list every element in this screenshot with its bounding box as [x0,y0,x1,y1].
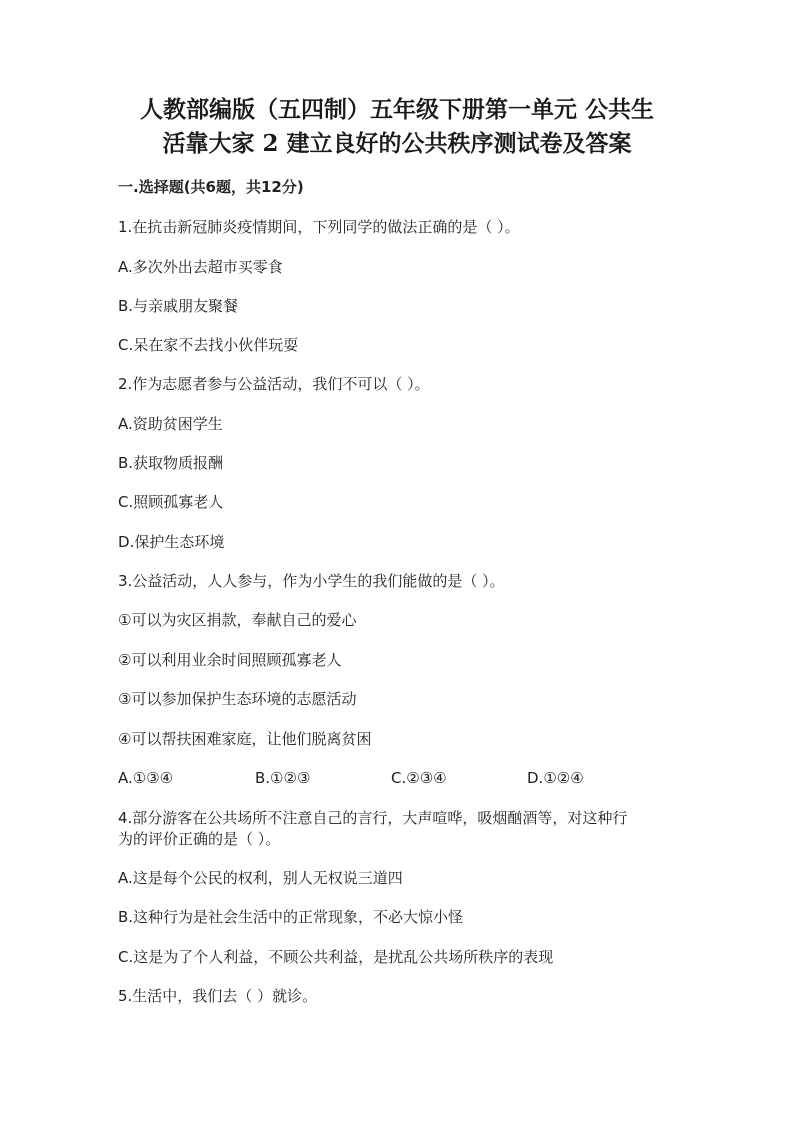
question-2-stem: 2.作为志愿者参与公益活动，我们不可以（ ）。 [118,375,430,393]
question-3-option-c: C.②③④ [391,769,447,787]
question-3-statement-3: ③可以参加保护生态环境的志愿活动 [118,690,357,708]
question-3-statement-1: ①可以为灾区捐款，奉献自己的爱心 [118,611,357,629]
question-3-option-b: B.①②③ [255,769,311,787]
question-4-option-c: C.这是为了个人利益，不顾公共利益，是扰乱公共场所秩序的表现 [118,948,554,966]
question-2-option-d: D.保护生态环境 [118,533,225,551]
question-4-stem-line-2: 为的评价正确的是（ ）。 [118,830,281,848]
question-4-stem-line-1: 4.部分游客在公共场所不注意自己的言行，大声喧哗，吸烟酗酒等，对这种行 [118,809,628,827]
question-1-option-a: A.多次外出去超市买零食 [118,258,283,276]
section-heading: 一.选择题(共6题，共12分) [118,178,304,196]
question-5-stem: 5.生活中，我们去（ ）就诊。 [118,987,318,1005]
question-2-option-b: B.获取物质报酬 [118,454,224,472]
question-3-option-a: A.①③④ [118,769,174,787]
question-2-option-a: A.资助贫困学生 [118,415,223,433]
question-3-statement-4: ④可以帮扶困难家庭，让他们脱离贫困 [118,730,372,748]
question-1-option-c: C.呆在家不去找小伙伴玩耍 [118,336,299,354]
question-2-option-c: C.照顾孤寡老人 [118,493,224,511]
question-4-option-a: A.这是每个公民的权利，别人无权说三道四 [118,869,403,887]
question-1-stem: 1.在抗击新冠肺炎疫情期间，下列同学的做法正确的是（ ）。 [118,218,520,236]
question-4-option-b: B.这种行为是社会生活中的正常现象，不必大惊小怪 [118,908,464,926]
document-title-line-2: 活靠大家 2 建立良好的公共秩序测试卷及答案 [162,130,632,157]
question-1-option-b: B.与亲戚朋友聚餐 [118,297,239,315]
question-3-option-d: D.①②④ [527,769,584,787]
question-3-stem: 3.公益活动，人人参与，作为小学生的我们能做的是（ ）。 [118,572,505,590]
question-3-statement-2: ②可以利用业余时间照顾孤寡老人 [118,651,342,669]
document-title-line-1: 人教部编版（五四制）五年级下册第一单元 公共生 [139,96,654,123]
